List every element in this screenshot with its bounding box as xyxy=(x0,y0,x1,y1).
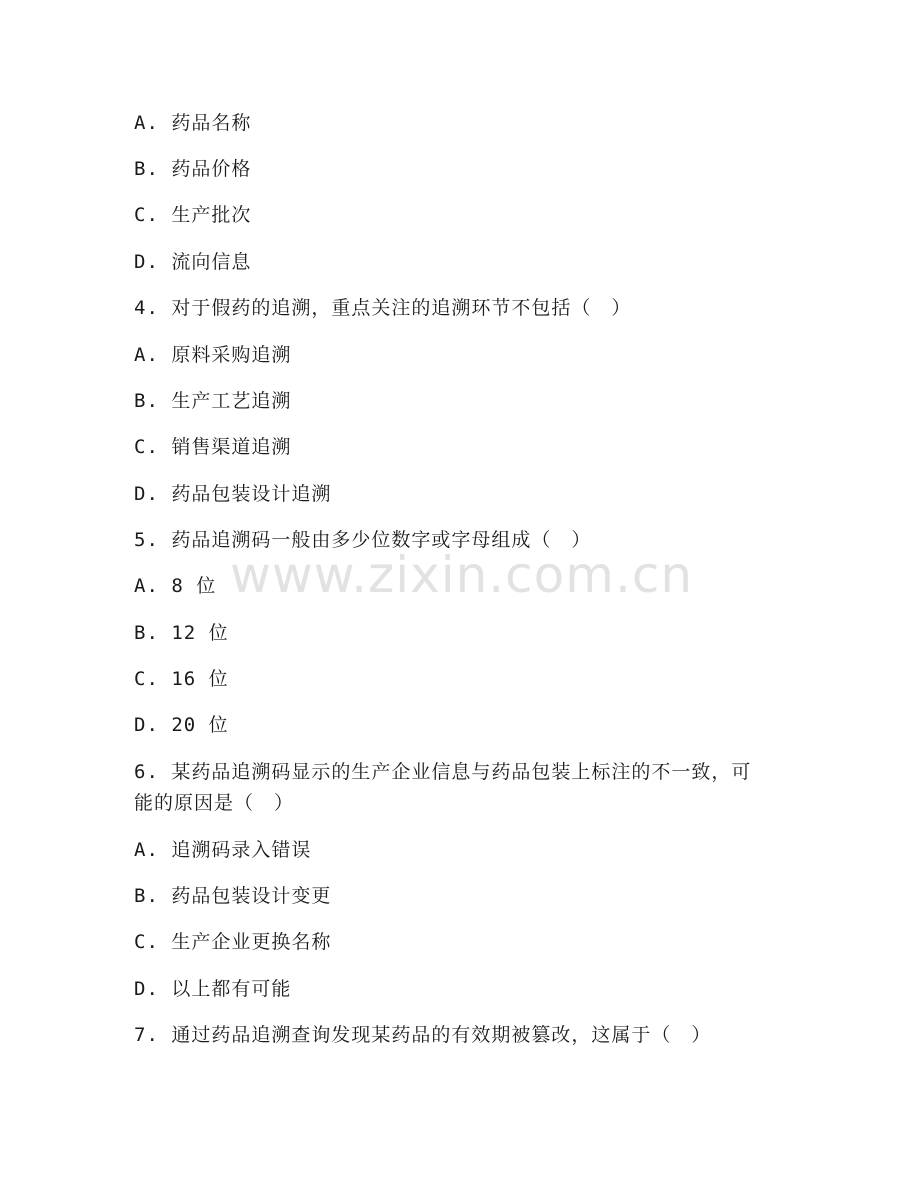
q5-option-c: C. 16 位 xyxy=(134,668,229,690)
q4-option-d: D. 药品包装设计追溯 xyxy=(134,483,332,505)
q6-option-d: D. 以上都有可能 xyxy=(134,978,292,1000)
q7-stem: 7. 通过药品追溯查询发现某药品的有效期被篡改，这属于（ ） xyxy=(134,1024,712,1046)
q5-stem: 5. 药品追溯码一般由多少位数字或字母组成（ ） xyxy=(134,529,592,551)
q6-stem-line2: 能的原因是（ ） xyxy=(134,792,295,814)
q4-stem: 4. 对于假药的追溯，重点关注的追溯环节不包括（ ） xyxy=(134,297,632,319)
q5-option-d: D. 20 位 xyxy=(134,714,229,736)
q3-option-a: A. 药品名称 xyxy=(134,112,252,134)
q5-option-a: A. 8 位 xyxy=(134,575,217,597)
q4-option-a: A. 原料采购追溯 xyxy=(134,344,292,366)
q5-option-b: B. 12 位 xyxy=(134,622,229,644)
q6-option-b: B. 药品包装设计变更 xyxy=(134,885,332,907)
q3-option-b: B. 药品价格 xyxy=(134,158,252,180)
q3-option-d: D. 流向信息 xyxy=(134,251,252,273)
watermark: www.zixin.com.cn xyxy=(230,546,694,604)
q6-option-c: C. 生产企业更换名称 xyxy=(134,931,332,953)
q6-stem-line1: 6. 某药品追溯码显示的生产企业信息与药品包装上标注的不一致，可 xyxy=(134,761,752,783)
q4-option-c: C. 销售渠道追溯 xyxy=(134,436,292,458)
q3-option-c: C. 生产批次 xyxy=(134,204,252,226)
q6-option-a: A. 追溯码录入错误 xyxy=(134,839,312,861)
q4-option-b: B. 生产工艺追溯 xyxy=(134,390,292,412)
